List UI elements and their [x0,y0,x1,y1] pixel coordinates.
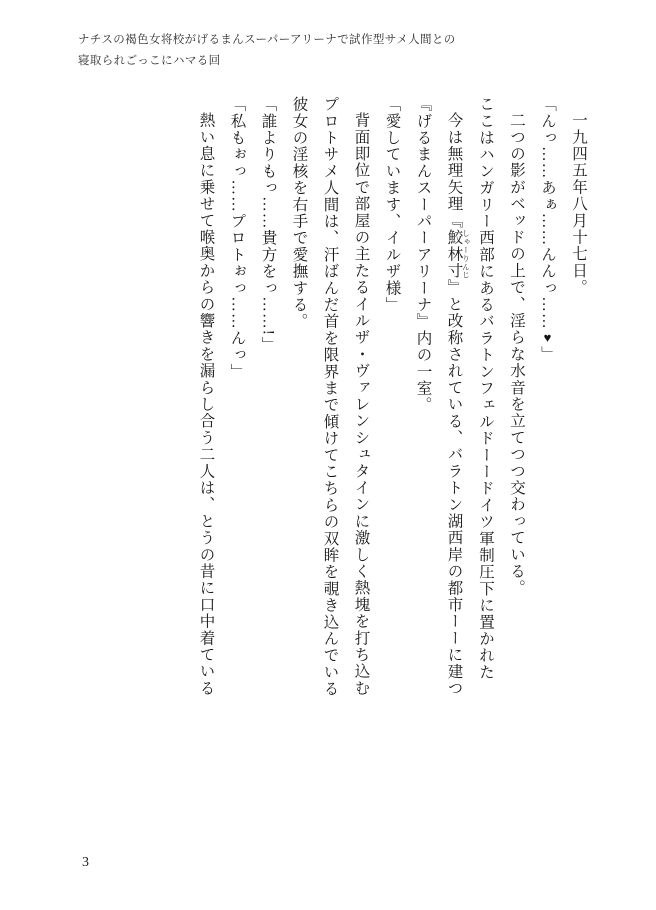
paragraph: 二つの影がベッドの上で、淫らな水音を立てつつ交わっている。 [508,112,525,597]
heart-icon: ♥ [540,329,555,347]
paragraph: 「私もぉっ……プロトぉっ……んっ」 [228,96,246,380]
running-header [78,30,548,72]
paragraph: 「愛しています、イルザ様」 [383,96,401,314]
running-header-line-2: 寝取られごっこにハマる回 [78,55,221,67]
paragraph: ここはハンガリー西部にあるバラトンフェルドーードイツ軍制圧下に置かれた [477,96,494,681]
ruby-reading: しゃーりんじ [461,228,471,280]
page-number: 3 [82,855,89,870]
paragraph: 彼女の淫核を右手で愛撫する。 [290,96,308,330]
paragraph: 一九四五年八月十七日。 [570,112,587,296]
paragraph: 「誰よりもっ……貴方をっ……!」 [259,96,277,353]
paragraph: 「んっ……あぁ……んんっ……♥」 [539,96,556,363]
vertical-body-text [74,96,594,836]
paragraph: 背面即位で部屋の主たるイルザ・ヴァレンシュタインに激しく熱塊を打ち込む [352,112,370,697]
paragraph: 今は無理矢理『鮫林寸 しゃーりんじ』と改称されている、バラトン湖西岸の都市ーーに建つ [445,112,471,697]
paragraph: 熱い息に乗せて喉奥からの響きを漏らし合う二人は、とうの昔に口中着ている [197,112,215,697]
running-header-line-1: ナチスの褐色女将校がげるまんスーパーアリーナで試作型サメ人間との [78,34,456,46]
paragraph: 『げるまんスーパーアリーナ』内の一室。 [414,96,432,414]
ruby-annotation: 鮫林寸 しゃーりんじ [445,228,471,280]
paragraph: プロトサメ人間は、汗ばんだ首を限界まで傾けてこちらの双眸を覗き込んでいる [321,96,339,698]
